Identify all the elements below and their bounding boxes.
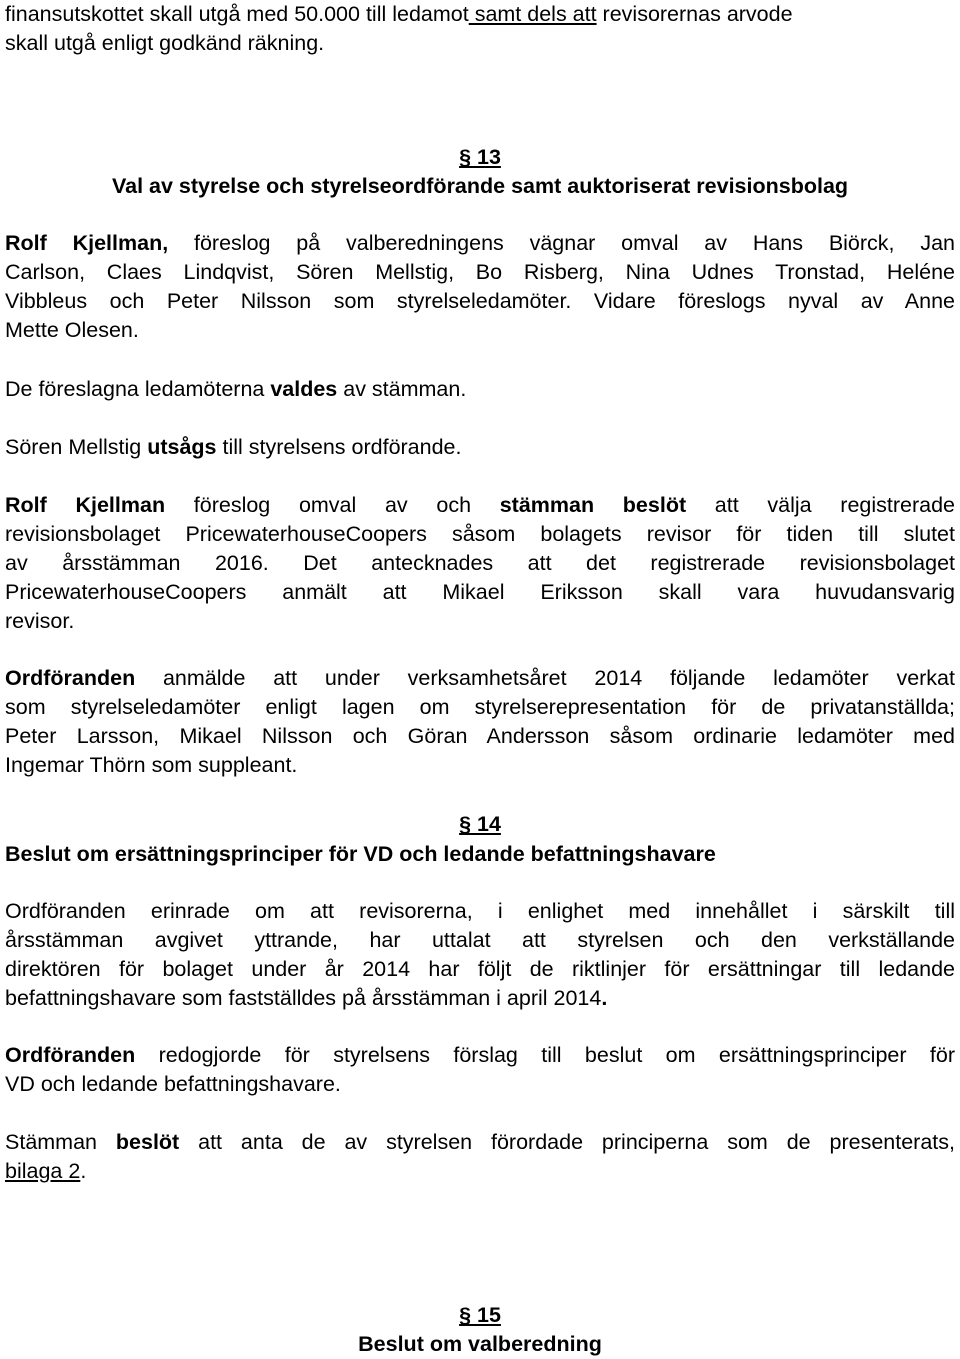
- intro-line-1: finansutskottet skall utgå med 50.000 till ledamot samt dels att revisorernas arvode: [5, 2, 793, 26]
- section-14-paragraph-3: Stämman beslöt att anta de av styrelsen förordade principerna som de presenterats, bilaga 2.: [5, 1130, 955, 1183]
- intro-paragraph: [5, 0, 955, 58]
- section-13-paragraph-5: Ordföranden anmälde att under verksamhetsåret 2014 följande ledamöter verkat som styrelseledamöter enligt lagen om styrelserepresentation för de privatanställda; Peter Larsson, Mikael Nilsson och Göran Andersson såsom ordinarie ledamöter med Ingemar Thörn som suppleant.: [5, 666, 955, 777]
- intro-line-2: skall utgå enligt godkänd räkning.: [5, 31, 325, 55]
- section-14-paragraph-2: Ordföranden redogjorde för styrelsens förslag till beslut om ersättningsprinciper för VD och ledande befattningshavare.: [5, 1043, 955, 1096]
- section-15-number: § 15: [459, 1303, 501, 1327]
- section-13-paragraph-2: De föreslagna ledamöterna valdes av stämman.: [5, 377, 467, 401]
- section-14-number: § 14: [459, 812, 501, 836]
- appendix-link[interactable]: bilaga 2: [5, 1159, 81, 1183]
- section-13-paragraph-1: Rolf Kjellman, föreslog på valberedningens vägnar omval av Hans Biörck, Jan Carlson, Claes Lindqvist, Sören Mellstig, Bo Risberg, Nina Udnes Tronstad, Heléne Vibbleus och Peter Nilsson som styrelseledamöter. Vidare föreslogs nyval av Anne Mette Olesen.: [5, 231, 955, 342]
- section-13-paragraph-4: Rolf Kjellman föreslog omval av och stämman beslöt att välja registrerade revisionsbolaget PricewaterhouseCoopers såsom bolagets revisor för tiden till slutet av årsstämman 2016. Det antecknades att det registrerade revisionsbolaget PricewaterhouseCoopers anmält att Mikael Eriksson skall vara huvudansvarig revisor.: [5, 493, 956, 633]
- section-14-title: Beslut om ersättningsprinciper för VD och ledande befattningshavare: [5, 842, 716, 866]
- speaker-name: Rolf Kjellman,: [5, 231, 169, 255]
- section-15-title: Beslut om valberedning: [358, 1332, 602, 1356]
- section-13-number: § 13: [459, 145, 501, 169]
- section-13-paragraph-3: Sören Mellstig utsågs till styrelsens ordförande.: [5, 435, 462, 459]
- section-14-paragraph-1: Ordföranden erinrade om att revisorerna, i enlighet med innehållet i särskilt till årsstämman avgivet yttrande, har uttalat att styrelsen och den verkställande direktören för bolaget under år 2014 har följt de riktlinjer för ersättningar till ledande befattningshavare som fastställdes på årsstämman i april 2014.: [5, 899, 955, 1010]
- section-13-title: Val av styrelse och styrelseordförande samt auktoriserat revisionsbolag: [111, 174, 849, 198]
